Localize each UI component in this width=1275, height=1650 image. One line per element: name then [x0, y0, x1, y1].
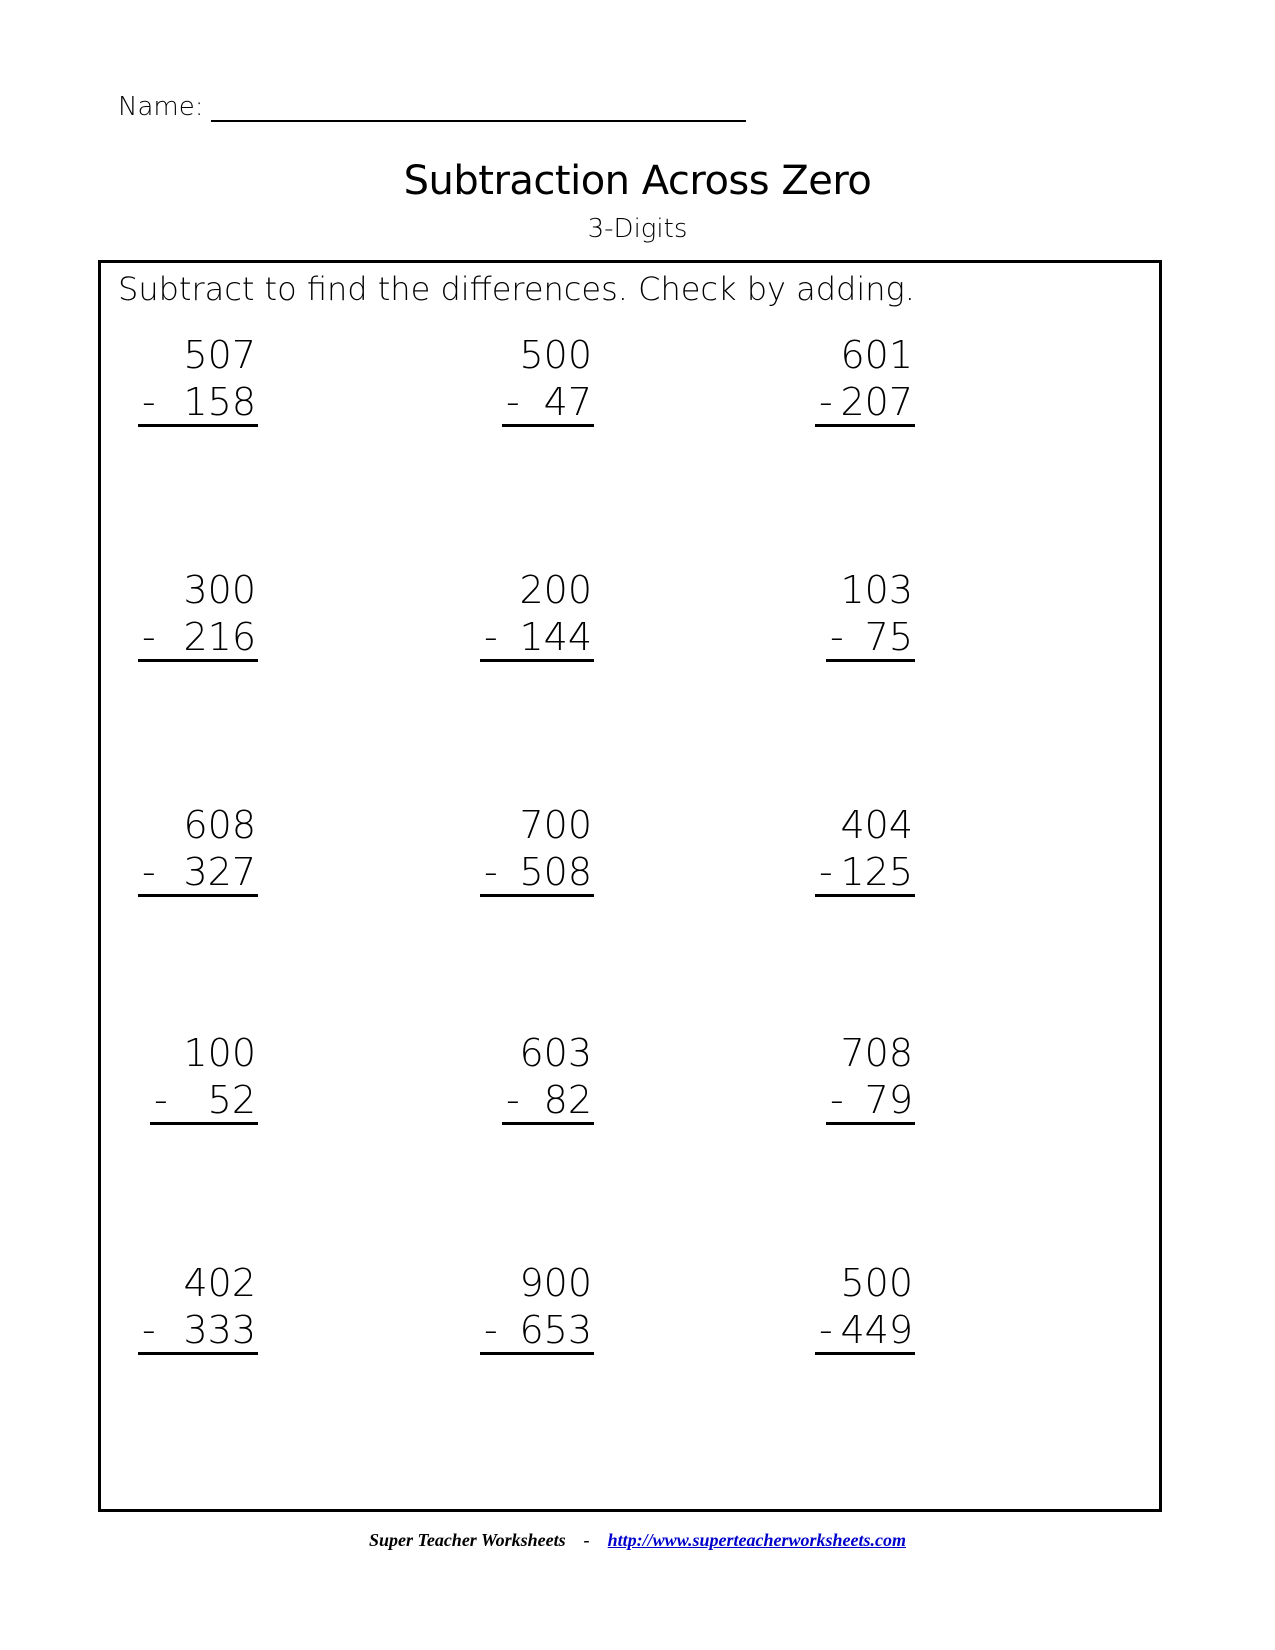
problem-13 [138, 1258, 258, 1355]
subtrahend: 158 [183, 380, 256, 424]
minus-sign: - [484, 1308, 498, 1352]
minus-sign: - [142, 1308, 156, 1352]
subtrahend: 144 [519, 615, 592, 659]
minus-sign: - [830, 615, 844, 659]
subtrahend: 449 [840, 1308, 913, 1352]
minuend: 500 [840, 1261, 913, 1305]
footer [0, 1530, 1275, 1551]
subtrahend: 79 [864, 1078, 913, 1122]
subtrahend: 653 [519, 1308, 592, 1352]
subtrahend: 75 [864, 615, 913, 659]
minuend: 700 [519, 803, 592, 847]
subtrahend: 52 [207, 1078, 256, 1122]
subtrahend: 207 [840, 380, 913, 424]
instructions: Subtract to find the differences. Check by adding. [118, 270, 915, 308]
minus-sign: - [506, 1078, 520, 1122]
problem-3 [815, 330, 915, 427]
subtrahend: 47 [543, 380, 592, 424]
minuend: 100 [183, 1031, 256, 1075]
minuend: 500 [519, 333, 592, 377]
problem-14 [480, 1258, 594, 1355]
problem-8 [480, 800, 594, 897]
footer-brand: Super Teacher Worksheets [368, 1530, 566, 1550]
minus-sign: - [142, 615, 156, 659]
problem-1 [138, 330, 258, 427]
minuend: 608 [183, 803, 256, 847]
minuend: 507 [183, 333, 256, 377]
minuend: 708 [840, 1031, 913, 1075]
minuend: 601 [840, 333, 913, 377]
minus-sign: - [484, 850, 498, 894]
minuend: 603 [519, 1031, 592, 1075]
problem-15 [815, 1258, 915, 1355]
worksheet-subtitle: 3-Digits [587, 214, 688, 244]
footer-separator: - [583, 1530, 590, 1550]
problem-12 [826, 1028, 915, 1125]
problem-11 [502, 1028, 594, 1125]
minus-sign: - [819, 850, 833, 894]
problem-2 [502, 330, 594, 427]
minus-sign: - [819, 380, 833, 424]
minus-sign: - [484, 615, 498, 659]
subtrahend: 125 [840, 850, 913, 894]
name-row [118, 92, 746, 122]
subtrahend: 333 [183, 1308, 256, 1352]
minus-sign: - [154, 1078, 168, 1122]
subtrahend: 327 [183, 850, 256, 894]
name-label: Name: [118, 92, 204, 122]
minus-sign: - [506, 380, 520, 424]
minuend: 900 [519, 1261, 592, 1305]
minus-sign: - [142, 850, 156, 894]
problem-4 [138, 565, 258, 662]
footer-link[interactable]: http://www.superteacherworksheets.com [607, 1530, 907, 1550]
subtrahend: 82 [543, 1078, 592, 1122]
name-blank-line[interactable] [211, 94, 746, 122]
problem-10 [150, 1028, 258, 1125]
problem-9 [815, 800, 915, 897]
minuend: 103 [840, 568, 913, 612]
worksheet-title: Subtraction Across Zero [403, 158, 872, 204]
minuend: 300 [183, 568, 256, 612]
minus-sign: - [142, 380, 156, 424]
problem-7 [138, 800, 258, 897]
subtrahend: 216 [183, 615, 256, 659]
minuend: 404 [840, 803, 913, 847]
minuend: 200 [519, 568, 592, 612]
minus-sign: - [819, 1308, 833, 1352]
problem-5 [480, 565, 594, 662]
subtrahend: 508 [519, 850, 592, 894]
minus-sign: - [830, 1078, 844, 1122]
minuend: 402 [183, 1261, 256, 1305]
problem-6 [826, 565, 915, 662]
